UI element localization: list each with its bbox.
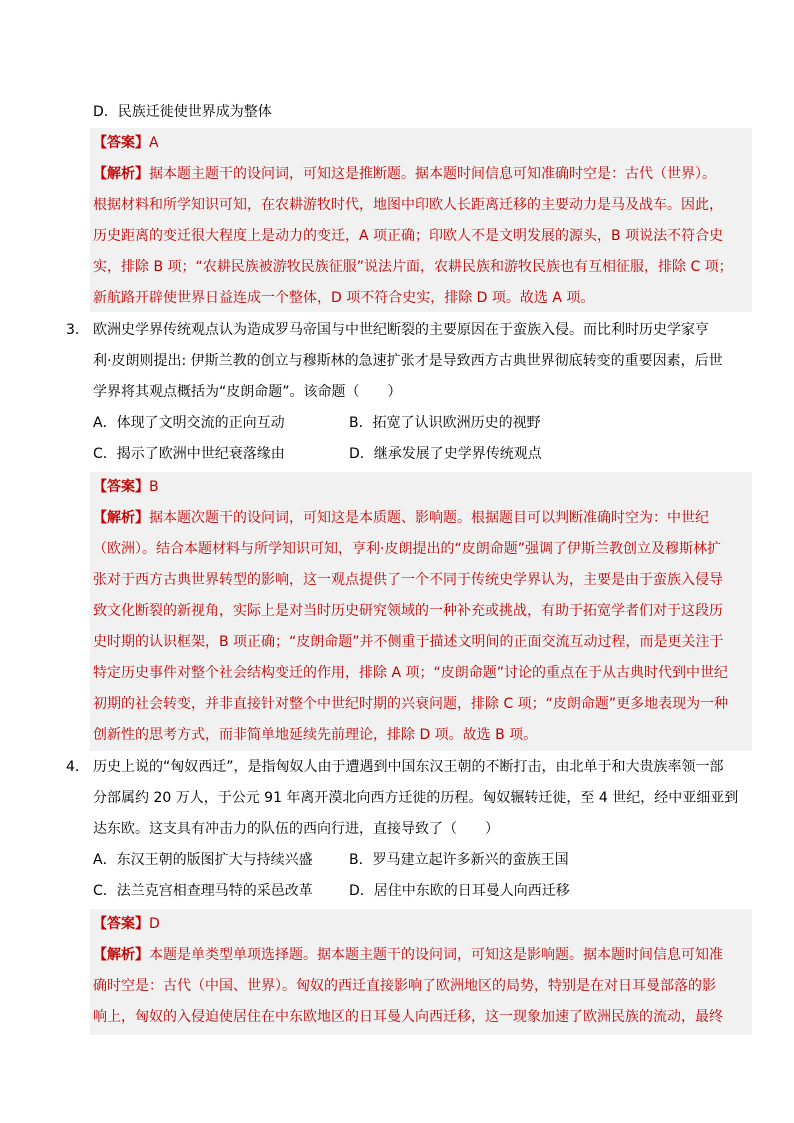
q3-number: 3． (66, 322, 89, 338)
q2-analysis-line-2: 根据材料和所学知识可知，在农耕游牧时代，地图中印欧人长距离迁移的主要动力是马及战车。因此， (93, 197, 723, 213)
q4-analysis-line-2: 确时空是：古代（中国、世界）。匈奴的西迁直接影响了欧洲地区的局势，特别是在对日耳曼部落的影 (93, 978, 716, 994)
q4-number: 4． (66, 759, 89, 775)
q4-option-d: D．居住中东欧的日耳曼人向西迁移 (349, 883, 570, 899)
q3-option-c: C．揭示了欧洲中世纪衰落缘由 (93, 446, 285, 462)
q4-stem-line-1: 历史上说的“匈奴西迁”，是指匈奴人由于遭遇到中国东汉王朝的不断打击，由北单于和大贵族率领一部 (93, 759, 724, 775)
q2-answer-line (93, 133, 159, 153)
q4-analysis-line-3: 响上，匈奴的入侵迫使居住在中东欧地区的日耳曼人向西迁移，这一现象加速了欧洲民族的流动，最终 (93, 1009, 723, 1025)
answer-value: D (149, 916, 160, 932)
q4-stem-line-3: 达东欧。这支具有冲击力的队伍的西向行进，直接导致了（ ） (93, 821, 499, 837)
analysis-tag: 【解析】 (93, 947, 149, 963)
q3-analysis-line-8: 创新性的思考方式，而非简单地延续先前理论，排除 D 项。故选 B 项。 (93, 727, 538, 743)
analysis-tag: 【解析】 (93, 510, 149, 526)
q3-analysis-line-5: 史时期的认识框架，B 项正确；“皮朗命题”并不侧重于描述文明间的正面交流互动过程，而是更关注于 (93, 634, 724, 650)
q3-analysis-line-1: 【解析】据本题次题干的设问词，可知这是本质题、影响题。根据题目可以判断准确时空为：中世纪 (93, 510, 709, 526)
q3-analysis-line-3: 张对于西方古典世界转型的影响，这一观点提供了一个不同于传统史学界认为，主要是由于蛮族入侵导 (93, 572, 723, 588)
answer-tag: 【答案】 (93, 135, 149, 151)
q4-option-a: A．东汉王朝的版图扩大与持续兴盛 (93, 852, 313, 868)
analysis-tag: 【解析】 (93, 166, 149, 182)
answer-tag: 【答案】 (93, 479, 149, 495)
q4-answer-line (93, 914, 160, 934)
q3-option-b: B．拓宽了认识欧洲历史的视野 (349, 415, 541, 431)
q3-option-a: A．体现了文明交流的正向互动 (93, 415, 285, 431)
q3-analysis-line-6: 特定历史事件对整个社会结构变迁的作用，排除 A 项；“皮朗命题”讨论的重点在于从古典时代到中世纪 (93, 665, 728, 681)
q4-option-b: B．罗马建立起许多新兴的蛮族王国 (349, 852, 569, 868)
q3-answer-line (93, 477, 159, 497)
q4-analysis-line-1: 【解析】本题是单类型单项选择题。据本题主题干的设问词，可知这是影响题。据本题时间信息可知准 (93, 947, 723, 963)
q3-option-d: D．继承发展了史学界传统观点 (349, 446, 542, 462)
q4-stem-line-2: 分部属约 20 万人，于公元 91 年离开漠北向西方迁徙的历程。匈奴辗转迁徙，至 4 世纪，经中亚细亚到 (93, 790, 739, 806)
answer-value: B (149, 479, 159, 495)
q3-analysis-line-4: 致文化断裂的新视角，实际上是对当时历史研究领域的一种补充或挑战，有助于拓宽学者们对于这段历 (93, 603, 723, 619)
q3-answer-block (90, 472, 752, 751)
q2-analysis-line-3: 历史距离的变迁很大程度上是动力的变迁，A 项正确；印欧人不是文明发展的源头，B 项说法不符合史 (93, 228, 724, 244)
q4-answer-block (90, 909, 752, 1035)
q3-analysis-line-2: （欧洲）。结合本题材料与所学知识可知，亨利·皮朗提出的“皮朗命题”强调了伊斯兰教创立及穆斯林扩 (93, 541, 721, 557)
q3-stem-line-1: 欧洲史学界传统观点认为造成罗马帝国与中世纪断裂的主要原因在于蛮族入侵。而比利时历史学家亨 (93, 322, 709, 338)
q3-stem-line-3: 学界将其观点概括为“皮朗命题”。该命题（ ） (93, 384, 402, 400)
q4-option-c: C．法兰克宫相查理马特的采邑改革 (93, 883, 313, 899)
prev-option-d: D．民族迁徙使世界成为整体 (93, 104, 272, 120)
q3-stem-line-2: 利·皮朗则提出: 伊斯兰教的创立与穆斯林的急速扩张才是导致西方古典世界彻底转变的重要因素，后世 (93, 353, 723, 369)
q2-analysis-line-5: 新航路开辟使世界日益连成一个整体，D 项不符合史实，排除 D 项。故选 A 项。 (93, 290, 595, 306)
q3-analysis-line-7: 初期的社会转变，并非直接针对整个中世纪时期的兴衰问题，排除 C 项；“皮朗命题”更多地表现为一种 (93, 696, 729, 712)
answer-tag: 【答案】 (93, 916, 149, 932)
q2-analysis-line-1: 【解析】据本题主题干的设问词，可知这是推断题。据本题时间信息可知准确时空是：古代（世界）。 (93, 166, 716, 182)
q2-answer-block (90, 128, 752, 312)
answer-value: A (149, 135, 159, 151)
q2-analysis-line-4: 实，排除 B 项；“农耕民族被游牧民族征服”说法片面，农耕民族和游牧民族也有互相征服，排除 C 项； (93, 259, 733, 275)
